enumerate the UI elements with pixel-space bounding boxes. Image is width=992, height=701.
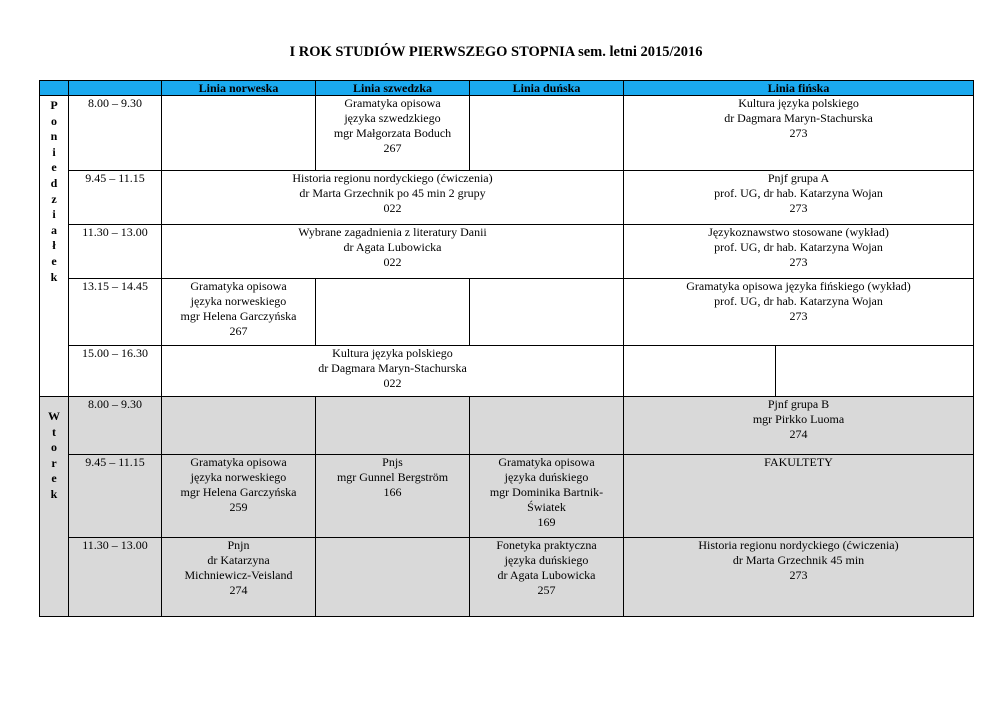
cell-empty <box>316 279 470 346</box>
class-cell <box>470 455 624 538</box>
cell-text-line: Pnjf grupa A <box>767 171 830 185</box>
day-letter: o <box>51 440 57 455</box>
table-row <box>40 455 974 538</box>
cell-text-line: mgr Helena Garczyńska <box>180 309 297 323</box>
cell-text-line: dr Dagmara Maryn-Stachurska <box>318 361 467 375</box>
class-cell <box>316 455 470 538</box>
day-letter: o <box>51 113 57 128</box>
table-row <box>40 538 974 617</box>
class-cell <box>316 96 470 171</box>
cell-text-line: Światek <box>527 500 566 514</box>
cell-text-line: 022 <box>383 201 402 215</box>
cell-text-line: Gramatyka opisowa <box>344 96 441 110</box>
cell-text-line: Gramatyka opisowa języka fińskiego (wykład) <box>686 279 911 293</box>
cell-text-line: dr Agata Lubowicka <box>497 568 596 582</box>
day-letter: d <box>50 175 58 190</box>
cell-text-line: prof. UG, dr hab. Katarzyna Wojan <box>714 294 883 308</box>
day-letter: n <box>50 129 58 144</box>
day-letter: k <box>50 486 58 501</box>
class-cell <box>470 538 624 617</box>
table-row <box>40 346 974 397</box>
cell-empty <box>316 397 470 455</box>
cell-text-line: prof. UG, dr hab. Katarzyna Wojan <box>714 240 883 254</box>
day-letter: ł <box>52 238 56 253</box>
cell-text-line: mgr Dominika Bartnik- <box>489 485 604 499</box>
day-label-monday <box>40 96 69 397</box>
cell-text-line: prof. UG, dr hab. Katarzyna Wojan <box>714 186 883 200</box>
cell-text-line: 273 <box>789 309 808 323</box>
cell-text-line: FAKULTETY <box>764 455 833 469</box>
cell-text-line: 022 <box>383 255 402 269</box>
day-letter: e <box>51 253 57 268</box>
cell-text-line: mgr Małgorzata Boduch <box>333 126 452 140</box>
cell-empty <box>316 538 470 617</box>
class-cell <box>624 225 974 279</box>
time-slot: 13.15 – 14.45 <box>69 279 162 346</box>
cell-text-line: mgr Pirkko Luoma <box>752 412 845 426</box>
cell-text-line: Pnjn <box>227 538 250 552</box>
cell-text-line: 259 <box>229 500 248 514</box>
cell-text-line: Wybrane zagadnienia z literatury Danii <box>298 225 487 239</box>
cell-text-line: dr Marta Grzechnik 45 min <box>732 553 865 567</box>
cell-text-line: dr Katarzyna <box>207 553 270 567</box>
day-letter: a <box>51 222 57 237</box>
cell-text-line: 274 <box>789 427 808 441</box>
schedule-table <box>39 80 974 617</box>
cell-text-line: języka szwedzkiego <box>344 111 441 125</box>
cell-text-line: języka norweskiego <box>190 470 287 484</box>
day-letter: r <box>51 455 57 470</box>
class-cell <box>624 279 974 346</box>
cell-text-line: Kultura języka polskiego <box>738 96 859 110</box>
cell-text-line: mgr Helena Garczyńska <box>180 485 297 499</box>
page-title: I ROK STUDIÓW PIERWSZEGO STOPNIA sem. letni 2015/2016 <box>289 44 703 60</box>
cell-empty <box>624 346 776 397</box>
class-cell <box>162 171 624 225</box>
class-cell <box>624 397 974 455</box>
class-cell <box>624 96 974 171</box>
table-row <box>40 279 974 346</box>
cell-text-line: języka norweskiego <box>190 294 287 308</box>
table-row <box>40 225 974 279</box>
cell-text-line: Pjnf grupa B <box>767 397 830 411</box>
day-letter: i <box>52 207 56 222</box>
day-letter: W <box>48 409 60 423</box>
class-cell <box>624 171 974 225</box>
cell-text-line: Pnjs <box>382 455 403 469</box>
header-row <box>40 81 974 96</box>
time-slot: 11.30 – 13.00 <box>69 225 162 279</box>
cell-text-line: 257 <box>537 583 556 597</box>
day-letter: k <box>50 269 58 284</box>
cell-text-line: dr Agata Lubowicka <box>343 240 442 254</box>
cell-empty <box>470 279 624 346</box>
time-slot: 8.00 – 9.30 <box>69 397 162 455</box>
day-letter: i <box>52 144 56 159</box>
cell-empty <box>470 397 624 455</box>
cell-text-line: 169 <box>537 515 556 529</box>
cell-text-line: Fonetyka praktyczna <box>496 538 597 552</box>
time-slot: 8.00 – 9.30 <box>69 96 162 171</box>
cell-text-line: Historia regionu nordyckiego (ćwiczenia) <box>698 538 899 552</box>
table-row <box>40 171 974 225</box>
class-cell <box>162 225 624 279</box>
class-cell <box>624 538 974 617</box>
cell-text-line: 274 <box>229 583 248 597</box>
cell-text-line: Gramatyka opisowa <box>190 455 287 469</box>
cell-empty <box>470 96 624 171</box>
class-cell <box>162 279 316 346</box>
header-linia-finska: Linia fińska <box>624 81 974 96</box>
cell-text-line: Kultura języka polskiego <box>332 346 453 360</box>
day-letter: z <box>51 191 57 206</box>
time-slot: 11.30 – 13.00 <box>69 538 162 617</box>
cell-text-line: języka duńskiego <box>504 553 589 567</box>
table-row <box>40 96 974 171</box>
time-slot: 15.00 – 16.30 <box>69 346 162 397</box>
day-label-tuesday <box>40 397 69 617</box>
cell-text-line: 166 <box>383 485 402 499</box>
day-letter: e <box>51 471 57 486</box>
cell-text-line: 267 <box>383 141 402 155</box>
cell-text-line: 022 <box>383 376 402 390</box>
cell-empty <box>162 96 316 171</box>
table-row <box>40 397 974 455</box>
class-cell <box>162 455 316 538</box>
cell-text-line: Michniewicz-Veisland <box>184 568 293 582</box>
cell-text-line: Gramatyka opisowa <box>498 455 595 469</box>
day-letter: e <box>51 160 57 175</box>
time-slot: 9.45 – 11.15 <box>69 455 162 538</box>
cell-text-line: języka duńskiego <box>504 470 589 484</box>
cell-text-line: Językoznawstwo stosowane (wykład) <box>708 225 889 239</box>
class-cell <box>162 346 624 397</box>
cell-text-line: 273 <box>789 126 808 140</box>
day-letter: P <box>50 98 58 112</box>
cell-text-line: 267 <box>229 324 248 338</box>
header-empty-day <box>40 81 69 96</box>
cell-text-line: 273 <box>789 568 808 582</box>
cell-empty <box>162 397 316 455</box>
cell-text-line: 273 <box>789 201 808 215</box>
header-empty-time <box>69 81 162 96</box>
header-linia-norweska: Linia norweska <box>162 81 316 96</box>
header-linia-szwedzka: Linia szwedzka <box>316 81 470 96</box>
class-cell <box>624 455 974 538</box>
cell-text-line: mgr Gunnel Bergström <box>336 470 449 484</box>
class-cell <box>162 538 316 617</box>
cell-text-line: dr Marta Grzechnik po 45 min 2 grupy <box>299 186 486 200</box>
cell-text-line: dr Dagmara Maryn-Stachurska <box>724 111 873 125</box>
cell-text-line: Gramatyka opisowa <box>190 279 287 293</box>
cell-empty <box>776 346 974 397</box>
time-slot: 9.45 – 11.15 <box>69 171 162 225</box>
day-letter: t <box>52 424 56 439</box>
cell-text-line: 273 <box>789 255 808 269</box>
cell-text-line: Historia regionu nordyckiego (ćwiczenia) <box>292 171 493 185</box>
header-linia-dunska: Linia duńska <box>470 81 624 96</box>
